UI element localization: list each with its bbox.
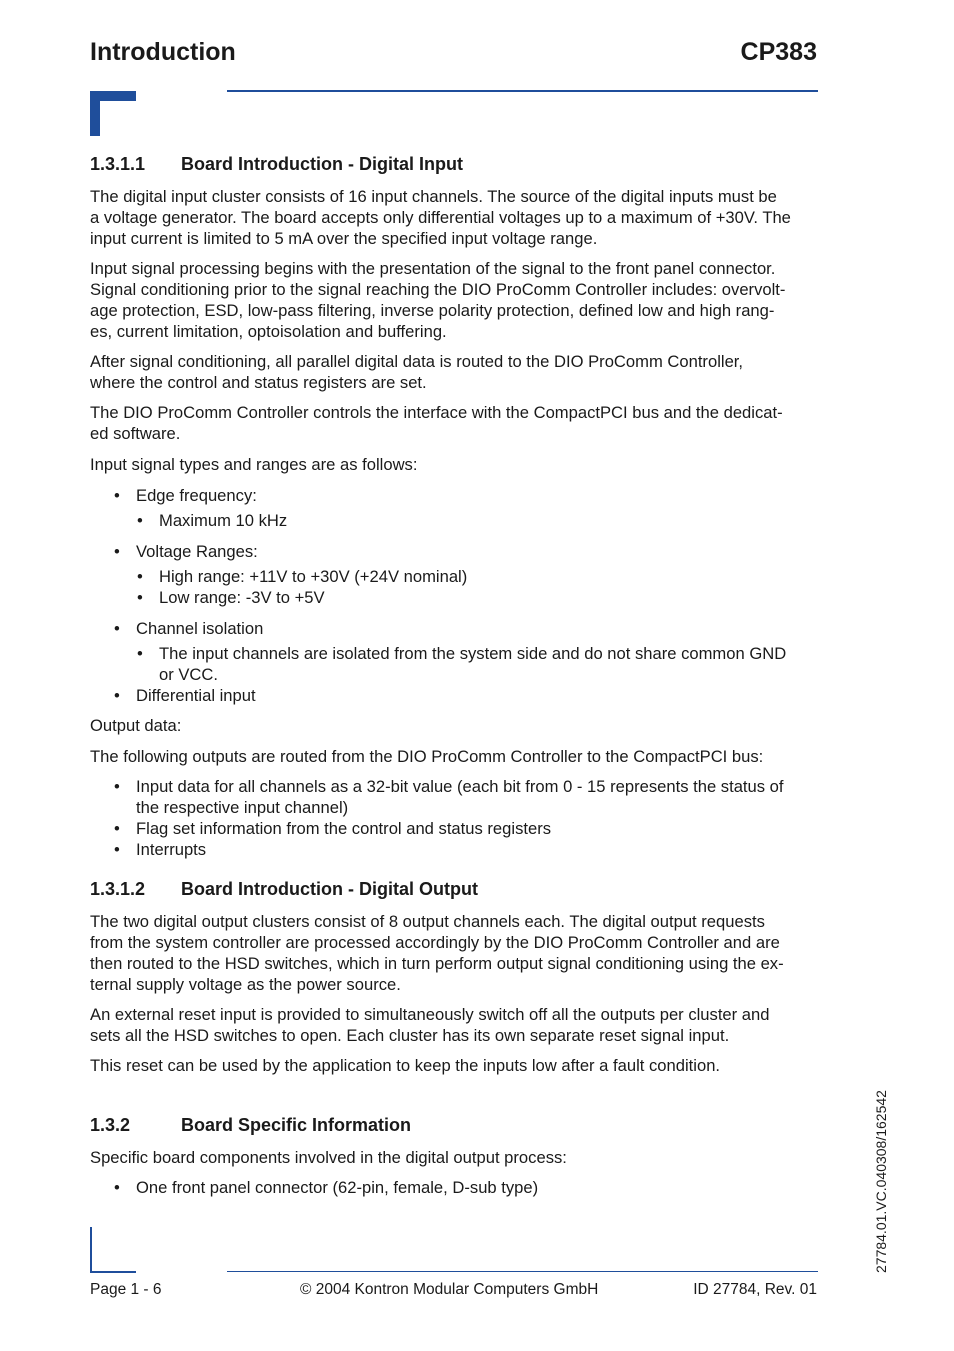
corner-mark-bottom-horizontal bbox=[90, 1271, 136, 1273]
list-item bbox=[137, 587, 325, 608]
section-title: Board Introduction - Digital Input bbox=[181, 154, 463, 174]
bullet-glyph: • bbox=[114, 542, 120, 561]
list-item-text: Flag set information from the control and status registers bbox=[136, 819, 552, 838]
text-line: Signal conditioning prior to the signal reaching the DIO ProComm Controller includes: overvolt- bbox=[90, 280, 786, 299]
paragraph-output-clusters bbox=[90, 911, 817, 995]
bullet-glyph: • bbox=[114, 486, 120, 505]
side-document-id: 27784.01.VC.040308/162542 bbox=[873, 1090, 889, 1273]
list-item-text: Channel isolation bbox=[136, 619, 264, 638]
bullet-glyph: • bbox=[137, 588, 143, 607]
bullet-glyph: • bbox=[114, 619, 120, 638]
text-line: input current is limited to 5 mA over the specified input voltage range. bbox=[90, 229, 598, 248]
paragraph-signal-processing bbox=[90, 258, 817, 342]
corner-mark-top-vertical bbox=[90, 91, 100, 136]
section-number: 1.3.2 bbox=[90, 1115, 131, 1135]
corner-mark-bottom-vertical bbox=[90, 1227, 92, 1273]
paragraph-specific-components: Specific board components involved in the digital output process: bbox=[90, 1148, 567, 1167]
bullet-glyph: • bbox=[114, 840, 120, 859]
paragraph-signal-conditioning bbox=[90, 351, 817, 393]
list-item-text: Voltage Ranges: bbox=[136, 542, 258, 561]
paragraph-external-reset bbox=[90, 1004, 817, 1046]
paragraph-controller-interface bbox=[90, 402, 817, 444]
section-number: 1.3.1.1 bbox=[90, 154, 146, 174]
page-header-title: Introduction bbox=[90, 38, 236, 66]
list-item bbox=[137, 643, 818, 685]
bullet-glyph: • bbox=[137, 644, 143, 663]
paragraph-output-data: Output data: bbox=[90, 716, 182, 735]
text-line: After signal conditioning, all parallel digital data is routed to the DIO ProComm Controller, bbox=[90, 352, 744, 371]
text-line: Input signal processing begins with the presentation of the signal to the front panel connector. bbox=[90, 259, 776, 278]
footer-document-id: ID 27784, Rev. 01 bbox=[693, 1281, 817, 1298]
list-item bbox=[114, 485, 257, 506]
list-item-text: High range: +11V to +30V (+24V nominal) bbox=[159, 567, 468, 586]
list-item-text: the respective input channel) bbox=[136, 798, 349, 817]
list-item-text: or VCC. bbox=[159, 665, 219, 684]
bullet-glyph: • bbox=[114, 686, 120, 705]
text-line: from the system controller are processed accordingly by the DIO ProComm Controller and are bbox=[90, 933, 780, 952]
list-item-text: The input channels are isolated from the system side and do not share common GND bbox=[159, 644, 787, 663]
text-line: age protection, ESD, low-pass filtering, inverse polarity protection, defined low and high rang- bbox=[90, 301, 775, 320]
footer-copyright: © 2004 Kontron Modular Computers GmbH bbox=[300, 1281, 599, 1298]
bullet-glyph: • bbox=[114, 1178, 120, 1197]
list-item-text: One front panel connector (62-pin, female, D-sub type) bbox=[136, 1178, 539, 1197]
footer-page-number: Page 1 - 6 bbox=[90, 1281, 162, 1298]
text-line: The two digital output clusters consist of 8 output channels each. The digital output requests bbox=[90, 912, 765, 931]
text-line: ed software. bbox=[90, 424, 181, 443]
list-item-text: Differential input bbox=[136, 686, 256, 705]
list-item-text: Input data for all channels as a 32-bit value (each bit from 0 - 15 represents the status of bbox=[136, 777, 784, 796]
list-item bbox=[137, 566, 468, 587]
paragraph-signal-types: Input signal types and ranges are as follows: bbox=[90, 455, 418, 474]
text-line: where the control and status registers are set. bbox=[90, 373, 427, 392]
section-heading-board-specific bbox=[90, 1115, 411, 1136]
paragraph-outputs-routed: The following outputs are routed from the DIO ProComm Controller to the CompactPCI bus: bbox=[90, 747, 764, 766]
list-item-text: Interrupts bbox=[136, 840, 207, 859]
bullet-glyph: • bbox=[137, 511, 143, 530]
list-item bbox=[114, 818, 552, 839]
list-item bbox=[114, 1177, 539, 1198]
text-line: An external reset input is provided to simultaneously switch off all the outputs per cluster and bbox=[90, 1005, 770, 1024]
list-item bbox=[114, 776, 818, 818]
header-rule bbox=[227, 90, 818, 92]
list-item bbox=[114, 839, 207, 860]
list-item bbox=[137, 510, 288, 531]
page-header-product: CP383 bbox=[740, 38, 817, 66]
list-item bbox=[114, 685, 256, 706]
list-item bbox=[114, 618, 264, 639]
list-item-text: Maximum 10 kHz bbox=[159, 511, 288, 530]
text-line: ternal supply voltage as the power source. bbox=[90, 975, 401, 994]
text-line: then routed to the HSD switches, which in turn perform output signal conditioning using the ex- bbox=[90, 954, 784, 973]
list-item-text: Edge frequency: bbox=[136, 486, 257, 505]
section-heading-digital-output bbox=[90, 879, 478, 900]
text-line: The DIO ProComm Controller controls the interface with the CompactPCI bus and the dedicat- bbox=[90, 403, 783, 422]
bullet-glyph: • bbox=[114, 819, 120, 838]
text-line: sets all the HSD switches to open. Each cluster has its own separate reset signal input. bbox=[90, 1026, 730, 1045]
section-title: Board Specific Information bbox=[181, 1115, 412, 1135]
section-title: Board Introduction - Digital Output bbox=[181, 879, 478, 899]
section-heading-digital-input bbox=[90, 154, 463, 175]
section-number: 1.3.1.2 bbox=[90, 879, 146, 899]
text-line: The digital input cluster consists of 16 input channels. The source of the digital inputs must be bbox=[90, 187, 777, 206]
list-item-text: Low range: -3V to +5V bbox=[159, 588, 325, 607]
paragraph-reset-usage: This reset can be used by the application to keep the inputs low after a fault condition. bbox=[90, 1056, 721, 1075]
bullet-glyph: • bbox=[114, 777, 120, 796]
bullet-glyph: • bbox=[137, 567, 143, 586]
text-line: a voltage generator. The board accepts only differential voltages up to a maximum of +30V. The bbox=[90, 208, 791, 227]
paragraph-input-cluster bbox=[90, 186, 817, 249]
footer-rule bbox=[227, 1271, 818, 1272]
text-line: es, current limitation, optoisolation and buffering. bbox=[90, 322, 447, 341]
list-item bbox=[114, 541, 258, 562]
